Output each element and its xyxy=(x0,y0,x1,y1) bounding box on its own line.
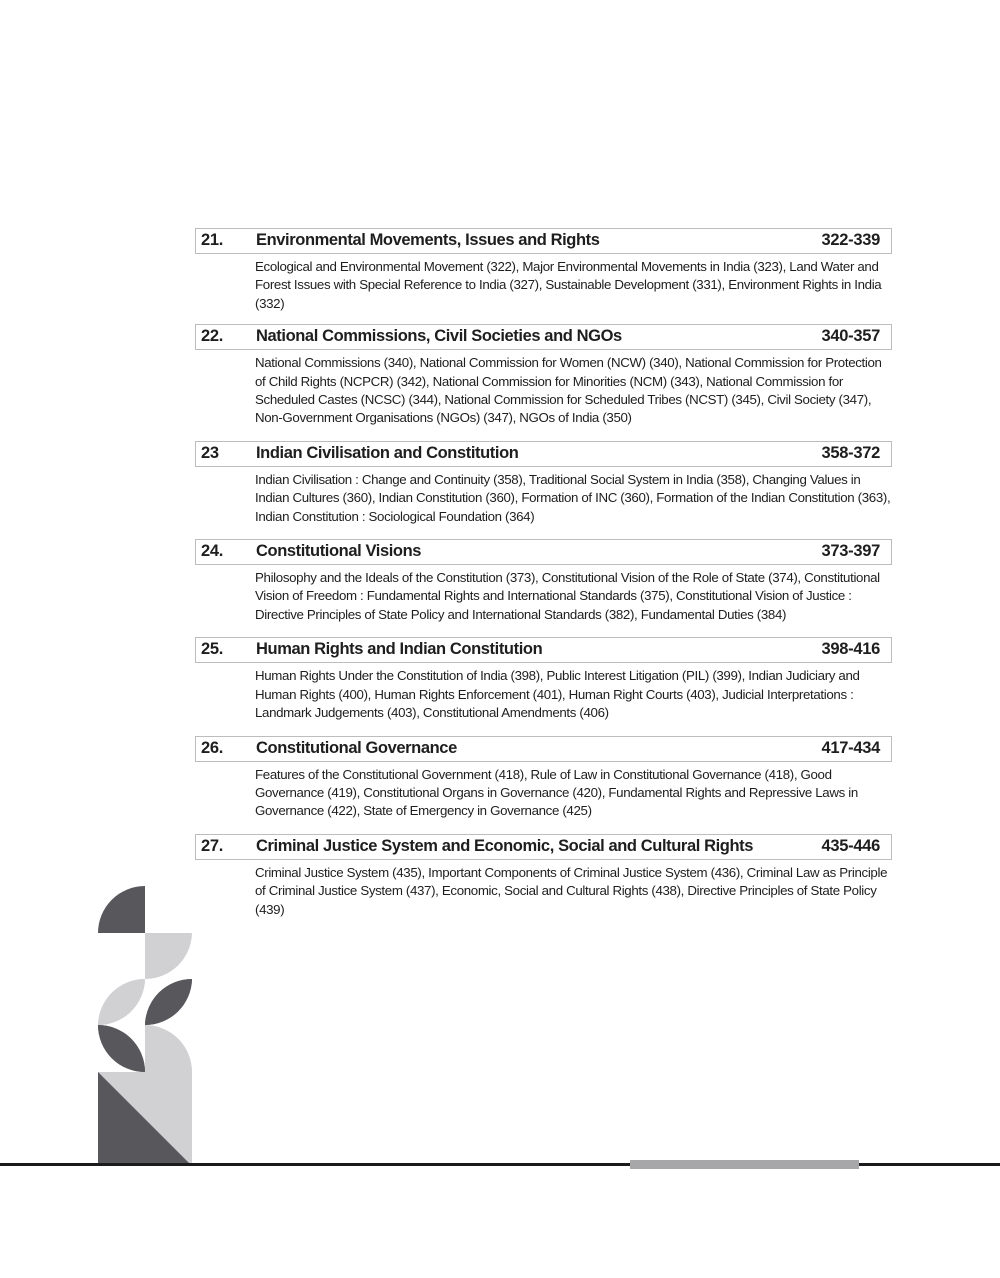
chapter-topics: Human Rights Under the Constitution of India (398), Public Interest Litigation (PIL) (399), Indian Judiciary and Human Rights (400), Human Rights Enforcement (401), Human Right Courts (403), Judicial Interpretations : Landmark Judgements (403), Constitutional Amendments (406) xyxy=(255,668,860,721)
chapter-pages: 340-357 xyxy=(821,327,880,346)
chapter-number: 27. xyxy=(201,836,224,855)
toc-entry-header xyxy=(195,736,892,762)
toc-entry-header xyxy=(195,324,892,350)
chapter-title[interactable]: Constitutional Visions xyxy=(256,542,422,561)
chapter-pages: 398-416 xyxy=(821,640,880,659)
toc-entry-header xyxy=(195,441,892,467)
toc-entry-21 xyxy=(195,228,892,313)
chapter-topics: National Commissions (340), National Commission for Women (NCW) (340), National Commission for Protection of Child Rights (NCPCR) (342), National Commission for Minorities (NCM) (343), National Commission for Scheduled Castes (NCSC) (344), National Commission for Scheduled Tribes (NCST) (345), Civil Society (347), Non-Government Organisations (NGOs) (347), NGOs of India (350) xyxy=(255,355,882,426)
toc-entry-header xyxy=(195,228,892,254)
chapter-title[interactable]: National Commissions, Civil Societies and NGOs xyxy=(256,327,622,346)
chapter-number: 24. xyxy=(201,542,224,561)
geometric-ornament-icon xyxy=(98,886,192,1164)
toc-entry-header xyxy=(195,637,892,663)
chapter-title[interactable]: Indian Civilisation and Constitution xyxy=(256,443,519,462)
chapter-title[interactable]: Constitutional Governance xyxy=(256,738,457,757)
footer-accent-bar xyxy=(630,1160,859,1169)
toc-entry-24 xyxy=(195,539,892,624)
toc-entry-22 xyxy=(195,324,892,428)
chapter-pages: 373-397 xyxy=(821,542,880,561)
chapter-number: 23 xyxy=(201,443,219,462)
chapter-topics: Philosophy and the Ideals of the Constitution (373), Constitutional Vision of the Role of State (374), Constitutional Vision of Freedom : Fundamental Rights and International Standards (375), Constitutional Vision of Justice : Directive Principles of State Policy and International Standards (382), Fundamental Duties (384) xyxy=(255,570,880,622)
chapter-title[interactable]: Environmental Movements, Issues and Rights xyxy=(256,231,600,249)
chapter-pages: 358-372 xyxy=(821,443,880,462)
toc-entry-27 xyxy=(195,834,892,919)
chapter-number: 25. xyxy=(201,640,224,659)
toc-entry-25 xyxy=(195,637,892,722)
toc-entry-header xyxy=(195,539,892,565)
toc-entry-23 xyxy=(195,441,892,526)
table-of-contents xyxy=(195,228,892,929)
chapter-number: 26. xyxy=(201,738,224,757)
chapter-pages: 417-434 xyxy=(821,738,880,757)
chapter-pages: 435-446 xyxy=(821,836,880,855)
chapter-number: 22. xyxy=(201,327,224,346)
chapter-topics: Criminal Justice System (435), Important Components of Criminal Justice System (436), Criminal Law as Principle of Criminal Justice System (437), Economic, Social and Cultural Rights (438), Directive Principles of State Policy (439) xyxy=(255,864,888,917)
toc-entry-header xyxy=(195,834,892,860)
toc-entry-26 xyxy=(195,736,892,821)
chapter-title[interactable]: Criminal Justice System and Economic, Social and Cultural Rights xyxy=(256,836,754,855)
chapter-number: 21. xyxy=(201,231,224,249)
chapter-title[interactable]: Human Rights and Indian Constitution xyxy=(256,640,543,659)
chapter-topics: Ecological and Environmental Movement (322), Major Environmental Movements in India (323), Land Water and Forest Issues with Special Reference to India (327), Sustainable Development (331), Environment Rights in India (332) xyxy=(255,259,882,311)
chapter-topics: Indian Civilisation : Change and Continuity (358), Traditional Social System in India (358), Changing Values in Indian Cultures (360), Indian Constitution (360), Formation of INC (360), Formation of the Indian Constitution (363), Indian Constitution : Sociological Foundation (364) xyxy=(255,471,891,524)
chapter-pages: 322-339 xyxy=(821,231,880,249)
chapter-topics: Features of the Constitutional Government (418), Rule of Law in Constitutional Governance (418), Good Governance (419), Constitutional Organs in Governance (420), Fundamental Rights and Repressive Laws in Governance (422), State of Emergency in Governance (425) xyxy=(255,766,858,819)
